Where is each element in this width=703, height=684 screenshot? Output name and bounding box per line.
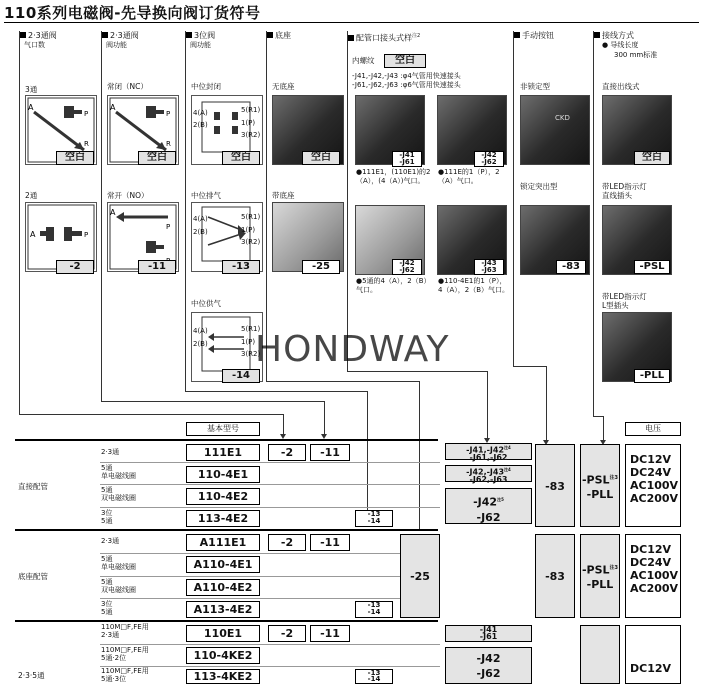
row10-model: 110-4KE2 [186, 647, 260, 664]
group1-voltage-list [625, 444, 681, 527]
voltage-item: DC24V [630, 556, 672, 569]
row2-desc2: 单电磁线圈 [101, 472, 136, 480]
function3-pin-r1-3: 5(R1) [241, 325, 261, 333]
guide-line-function [101, 31, 102, 401]
row9-desc1: 110M□F,FE用 [101, 623, 149, 631]
function3-closed-label: 中位封闭 [191, 82, 221, 91]
bullet-square-icon [348, 35, 354, 41]
group2-voltage-list [625, 534, 681, 618]
function3-supply-label: 中位供气 [191, 299, 221, 308]
guide-line-ports-h [19, 414, 283, 415]
svg-text:P: P [166, 110, 171, 118]
row-separator [100, 576, 400, 577]
row7-desc1: 5通 [101, 578, 113, 586]
ports-three-code: 空白 [56, 151, 94, 165]
bullet-square-icon [267, 32, 273, 38]
svg-text:P: P [84, 110, 89, 118]
voltage-item: AC100V [630, 479, 679, 492]
function3-closed-code: 空白 [222, 151, 260, 165]
guide-line-port-conn-h [347, 371, 487, 372]
row9-model: 110E1 [186, 625, 260, 642]
row8-desc1: 3位 [101, 600, 113, 608]
function3-pin-p-2: 1(P) [241, 226, 256, 234]
wiring-direct-label: 直接出线式 [602, 82, 640, 91]
base-none-label: 无底座 [272, 82, 295, 91]
function3-pin-a-3: 4(A) [193, 327, 208, 335]
guide-line-manual-drop [546, 366, 547, 442]
function3-pin-p: 1(P) [241, 119, 256, 127]
row9-code-2: -2 [268, 625, 306, 642]
header-wiring: 接线方式 [594, 31, 634, 41]
row6-desc2: 单电磁线圈 [101, 563, 136, 571]
function3-pin-b-2: 2(B) [193, 228, 208, 236]
header-manual: 手动按钮 [514, 31, 554, 41]
table-group-base: 底座配管 [18, 572, 48, 581]
guide-line-base-drop [419, 381, 420, 531]
watermark-text: HONDWAY [255, 329, 450, 370]
page-title: 110系列电磁阀-先导换向阀订货符号 [4, 4, 261, 22]
row1-code-11: -11 [310, 444, 350, 461]
row6-model: A110-4E1 [186, 556, 260, 573]
port-conn-caption-d: ●110-4E1的1（P），4（A），2（B）气口。 [438, 277, 509, 294]
manual-nonlock-photo [520, 95, 590, 165]
port-conn-code-b: -J42 -J62 [474, 151, 504, 167]
function-nc-label: 常闭（NC） [107, 82, 148, 91]
row6-desc1: 5通 [101, 555, 113, 563]
guide-line-ports [19, 31, 20, 414]
port-conn-code-d: -J43 -J63 [474, 259, 504, 275]
header-port-conn: 配管口接头式样$^{注2}$ [348, 31, 420, 44]
manual-lock-code: -83 [556, 260, 586, 274]
row2-model: 110-4E1 [186, 466, 260, 483]
svg-text:A: A [28, 103, 34, 112]
header-ports-sub: 气口数 [24, 41, 45, 49]
svg-text:R: R [166, 140, 171, 148]
table-group-235: 2·3·5通 [18, 671, 45, 680]
row34-j-codes: -J42$^{注5}$ -J62 [445, 488, 532, 524]
function3-pin-r2-2: 3(R2) [241, 238, 261, 246]
port-conn-caption-b: ●111E的1（P），2（A）气口。 [438, 168, 500, 185]
port-conn-thread-label: 内螺纹 [352, 56, 375, 65]
row3-model: 110-4E2 [186, 488, 260, 505]
guide-line-function3 [185, 31, 186, 391]
row9-desc2: 2·3通 [101, 631, 120, 639]
svg-text:P: P [166, 223, 171, 231]
row2-j-codes: -J42,-J43$^{注4}$ -J62,-J63 [445, 465, 532, 482]
wiring-direct-code: 空白 [634, 151, 670, 165]
function3-pin-a: 4(A) [193, 109, 208, 117]
table-group-top-rule [15, 439, 438, 441]
row-separator [100, 484, 440, 485]
function-no-code: -11 [138, 260, 176, 274]
row-separator [100, 507, 440, 508]
bullet-square-icon [102, 32, 108, 38]
wiring-led-straight-code: -PSL [634, 260, 670, 274]
function3-pin-b-3: 2(B) [193, 340, 208, 348]
group3-wiring-codes [580, 625, 620, 684]
table-header-basic-model: 基本型号 [186, 422, 260, 436]
wiring-led-l-label2: L型插头 [602, 301, 629, 310]
header-wiring-sub1: ● 导线长度 [602, 41, 639, 49]
row8-model: A113-4E2 [186, 601, 260, 618]
row4-desc1: 3位 [101, 509, 113, 517]
function3-pin-r2-3: 3(R2) [241, 350, 261, 358]
group2-code-83: -83 [535, 534, 575, 618]
svg-text:R: R [84, 140, 89, 148]
bullet-square-icon [186, 32, 192, 38]
ports-two-code: -2 [56, 260, 94, 274]
row10-j-codes: -J42 -J62 [445, 647, 532, 684]
row10-desc1: 110M□F,FE用 [101, 646, 149, 654]
row-separator [100, 598, 400, 599]
row3-desc1: 5通 [101, 486, 113, 494]
function3-pin-p-3: 1(P) [241, 338, 256, 346]
table-group-direct: 直接配管 [18, 482, 48, 491]
wiring-led-straight-label2: 直线插头 [602, 191, 632, 200]
bullet-square-icon [20, 32, 26, 38]
row1-code-2: -2 [268, 444, 306, 461]
voltage-item: AC100V [630, 569, 679, 582]
table-group-rule-3 [15, 620, 438, 622]
ports-two-label: 2通 [25, 191, 38, 200]
header-function: 2·3通阀 [102, 31, 139, 41]
svg-text:A: A [30, 230, 36, 239]
row11-model: 113-4KE2 [186, 669, 260, 684]
table-header-voltage: 电压 [625, 422, 681, 436]
row5-code-2: -2 [268, 534, 306, 551]
header-ports: 2·3通阀 [20, 31, 57, 41]
header-base: 底座 [267, 31, 291, 41]
header-function3: 3位阀 [186, 31, 215, 41]
guide-line-wiring-drop [603, 416, 604, 442]
row-separator [100, 644, 440, 645]
function3-pin-r2: 3(R2) [241, 131, 261, 139]
row11-code-13-14: -13 -14 [355, 669, 393, 684]
function-nc-code: 空白 [138, 151, 176, 165]
row8-code-13-14: -13 -14 [355, 601, 393, 618]
group3-voltage-list [625, 625, 681, 684]
row5-desc: 2·3通 [101, 537, 120, 545]
port-conn-desc1: -J41,-J42,-J43 :φ4气管用快速接头 [352, 72, 461, 80]
guide-line-port-conn [347, 31, 348, 371]
voltage-item: DC24V [630, 466, 672, 479]
guide-line-base-h [266, 381, 419, 382]
title-rule [4, 22, 699, 23]
guide-line-function-drop [324, 401, 325, 436]
row5-code-11: -11 [310, 534, 350, 551]
guide-line-wiring [593, 31, 594, 416]
header-function3-sub: 阀功能 [190, 41, 211, 49]
row8-desc2: 5通 [101, 608, 113, 616]
row4-code-13-14: -13 -14 [355, 510, 393, 527]
row1-j-codes: -J41,-J42$^{注4}$ -J61,-J62 [445, 443, 532, 460]
header-function-sub: 阀功能 [106, 41, 127, 49]
manual-nonlock-label: 非锁定型 [520, 82, 550, 91]
port-conn-code-c: -J42 -J62 [392, 259, 422, 275]
guide-line-wiring-h [593, 416, 603, 417]
guide-line-function3-drop [367, 391, 368, 511]
guide-line-function3-h [185, 391, 367, 392]
row9-j-codes: -J41 -J61 [445, 625, 532, 642]
bullet-square-icon [594, 32, 600, 38]
function3-pin-r1-2: 5(R1) [241, 213, 261, 221]
wiring-led-straight-label1: 带LED指示灯 [602, 182, 647, 191]
function3-exhaust-label: 中位排气 [191, 191, 221, 200]
function3-pin-a-2: 4(A) [193, 215, 208, 223]
row1-model: 111E1 [186, 444, 260, 461]
port-conn-caption-c: ●5通的4（A），2（B）气口。 [356, 277, 431, 294]
port-conn-thread-code: 空白 [384, 54, 426, 68]
row10-desc2: 5通·2位 [101, 654, 127, 662]
ports-three-label: 3通 [25, 85, 38, 94]
function3-supply-code: -14 [222, 369, 260, 383]
guide-line-port-conn-drop [487, 371, 488, 440]
base-none-code: 空白 [302, 151, 340, 165]
function3-exhaust-code: -13 [222, 260, 260, 274]
row4-desc2: 5通 [101, 517, 113, 525]
voltage-item: DC12V [630, 662, 672, 675]
row9-code-11: -11 [310, 625, 350, 642]
row11-desc2: 5通·3位 [101, 675, 127, 683]
guide-line-function-h [101, 401, 324, 402]
row-separator [100, 553, 400, 554]
svg-text:A: A [110, 103, 116, 112]
row11-desc1: 110M□F,FE用 [101, 667, 149, 675]
voltage-item: AC200V [630, 492, 679, 505]
wiring-led-l-code: -PLL [634, 369, 670, 383]
svg-text:A: A [110, 208, 116, 217]
guide-line-manual [513, 31, 514, 366]
port-conn-desc2: -J61,-J62,-J63 :φ6气管用快速接头 [352, 81, 461, 89]
base-with-label: 带底座 [272, 191, 295, 200]
guide-line-ports-drop [283, 414, 284, 436]
port-conn-caption-a: ●111E1，(110E1)的2（A），(4（A）)气口。 [356, 168, 431, 185]
function-no-label: 常开（NO） [107, 191, 149, 200]
row-separator [100, 462, 440, 463]
row5-model: A111E1 [186, 534, 260, 551]
manual-nameplate: CKD [555, 114, 570, 122]
wiring-led-l-label1: 带LED指示灯 [602, 292, 647, 301]
row-separator [100, 666, 440, 667]
row7-model: A110-4E2 [186, 579, 260, 596]
group2-code-25: -25 [400, 534, 440, 618]
base-with-code: -25 [302, 260, 340, 274]
row4-model: 113-4E2 [186, 510, 260, 527]
group2-wiring-codes: -PSL$^{注3}$ -PLL [580, 534, 620, 618]
bullet-square-icon [514, 32, 520, 38]
voltage-item: DC12V [630, 453, 672, 466]
port-conn-code-a: -J41 -J61 [392, 151, 422, 167]
voltage-item: AC200V [630, 582, 679, 595]
table-group-rule-2 [15, 529, 438, 531]
group1-code-83: -83 [535, 444, 575, 527]
guide-line-manual-h [513, 366, 546, 367]
function3-pin-b: 2(B) [193, 121, 208, 129]
row7-desc2: 双电磁线圈 [101, 586, 136, 594]
row3-desc2: 双电磁线圈 [101, 494, 136, 502]
group1-wiring-codes: -PSL$^{注3}$ -PLL [580, 444, 620, 527]
svg-text:P: P [84, 231, 89, 239]
voltage-item: DC12V [630, 543, 672, 556]
row1-desc: 2·3通 [101, 448, 120, 456]
row2-desc1: 5通 [101, 464, 113, 472]
function3-pin-r1: 5(R1) [241, 106, 261, 114]
manual-lock-label: 锁定突出型 [520, 182, 558, 191]
header-wiring-sub2: 300 mm标准 [614, 51, 658, 59]
